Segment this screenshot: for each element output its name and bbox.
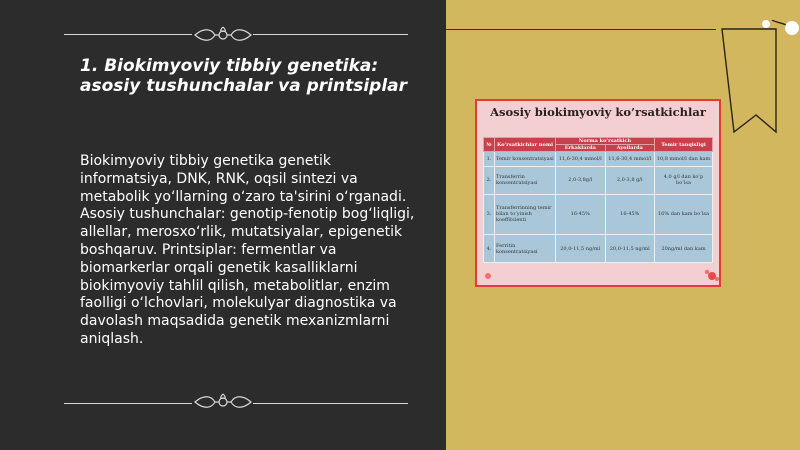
- row-no: 2.: [484, 166, 495, 194]
- header-shortage: Temir tanqisligi: [655, 138, 713, 152]
- row-male: 2,0-3,8g/l: [556, 166, 606, 194]
- row-female: 2,0-3,8 g/l: [605, 166, 655, 194]
- row-no: 4.: [484, 235, 495, 263]
- row-name: Ferritin konsentratsiyasi: [495, 235, 556, 263]
- row-female: 16-45%: [605, 194, 655, 235]
- row-shortage: 10,8 mmol/l dan kam: [655, 152, 713, 167]
- table-row: [484, 166, 713, 194]
- table-row: [484, 235, 713, 263]
- row-shortage: 16% dan kam bo’lsa: [655, 194, 713, 235]
- row-name: Transferrinning temir bilan to’yinish koeffitsienti: [495, 194, 556, 235]
- table-row: [484, 152, 713, 167]
- bottom-divider-left: [64, 403, 192, 404]
- row-name: Transferrin konsentratsiyasi: [495, 166, 556, 194]
- row-male: 20,0-11,5 ng/ml: [556, 235, 606, 263]
- table-image: [475, 99, 721, 287]
- row-male: 11,6-30,4 mmol/l: [556, 152, 606, 167]
- row-male: 16-45%: [556, 194, 606, 235]
- ribbon-bookmark-icon: [716, 20, 800, 140]
- row-female: 20,0-11,5 ng/ml: [605, 235, 655, 263]
- flower-decoration-icon: [479, 267, 497, 285]
- header-male: Erkaklarda: [556, 145, 606, 152]
- biochemical-indicators-table: [483, 137, 713, 263]
- bottom-divider-right: [253, 403, 408, 404]
- row-female: 11,6-30,4 mmol/l: [605, 152, 655, 167]
- slide-title: 1. Biokimyoviy tibbiy genetika: asosiy tushunchalar va printsiplar: [80, 56, 408, 96]
- table-header-row: [484, 138, 713, 145]
- table-row: [484, 194, 713, 235]
- row-no: 1.: [484, 152, 495, 167]
- header-norm: Norma ko’rsatkich: [556, 138, 655, 145]
- table-heading: Asosiy biokimyoviy ko’rsatkichlar: [490, 105, 706, 119]
- top-ornament-icon: [191, 24, 255, 46]
- header-no: №: [484, 138, 495, 152]
- row-shortage: 4,0 g/l dan ko’p bo’lsa: [655, 166, 713, 194]
- header-indicator: Ko’rsatkichlar nomi: [495, 138, 556, 152]
- row-shortage: 20ng/ml dan kam: [655, 235, 713, 263]
- header-female: Ayollarda: [605, 145, 655, 152]
- row-no: 3.: [484, 194, 495, 235]
- flower-decoration-icon: [703, 267, 721, 285]
- top-divider-right: [253, 34, 408, 35]
- row-name: Temir konsentratsiyasi: [495, 152, 556, 167]
- top-divider-left: [64, 34, 192, 35]
- bottom-ornament-icon: [191, 391, 255, 413]
- slide-body-text: Biokimyoviy tibbiy genetika genetik informatsiya, DNK, RNK, oqsil sintezi va metabolik yo‘llarning o‘zaro ta'sirini o‘rganadi. Asosiy tushunchalar: genotip-fenotip bog‘liqligi, allellar, merosxo‘rlik, mutatsiyalar, epigenetik boshqaruv. Printsiplar: fermentlar va biomarkerlar orqali genetik kasalliklarni biokimyoviy tahlil qilish, metabolitlar, enzim faolligi o‘lchovlari, molekulyar diagnostika va davolash maqsadida genetik mexanizmlarni aniqlash.: [80, 153, 415, 347]
